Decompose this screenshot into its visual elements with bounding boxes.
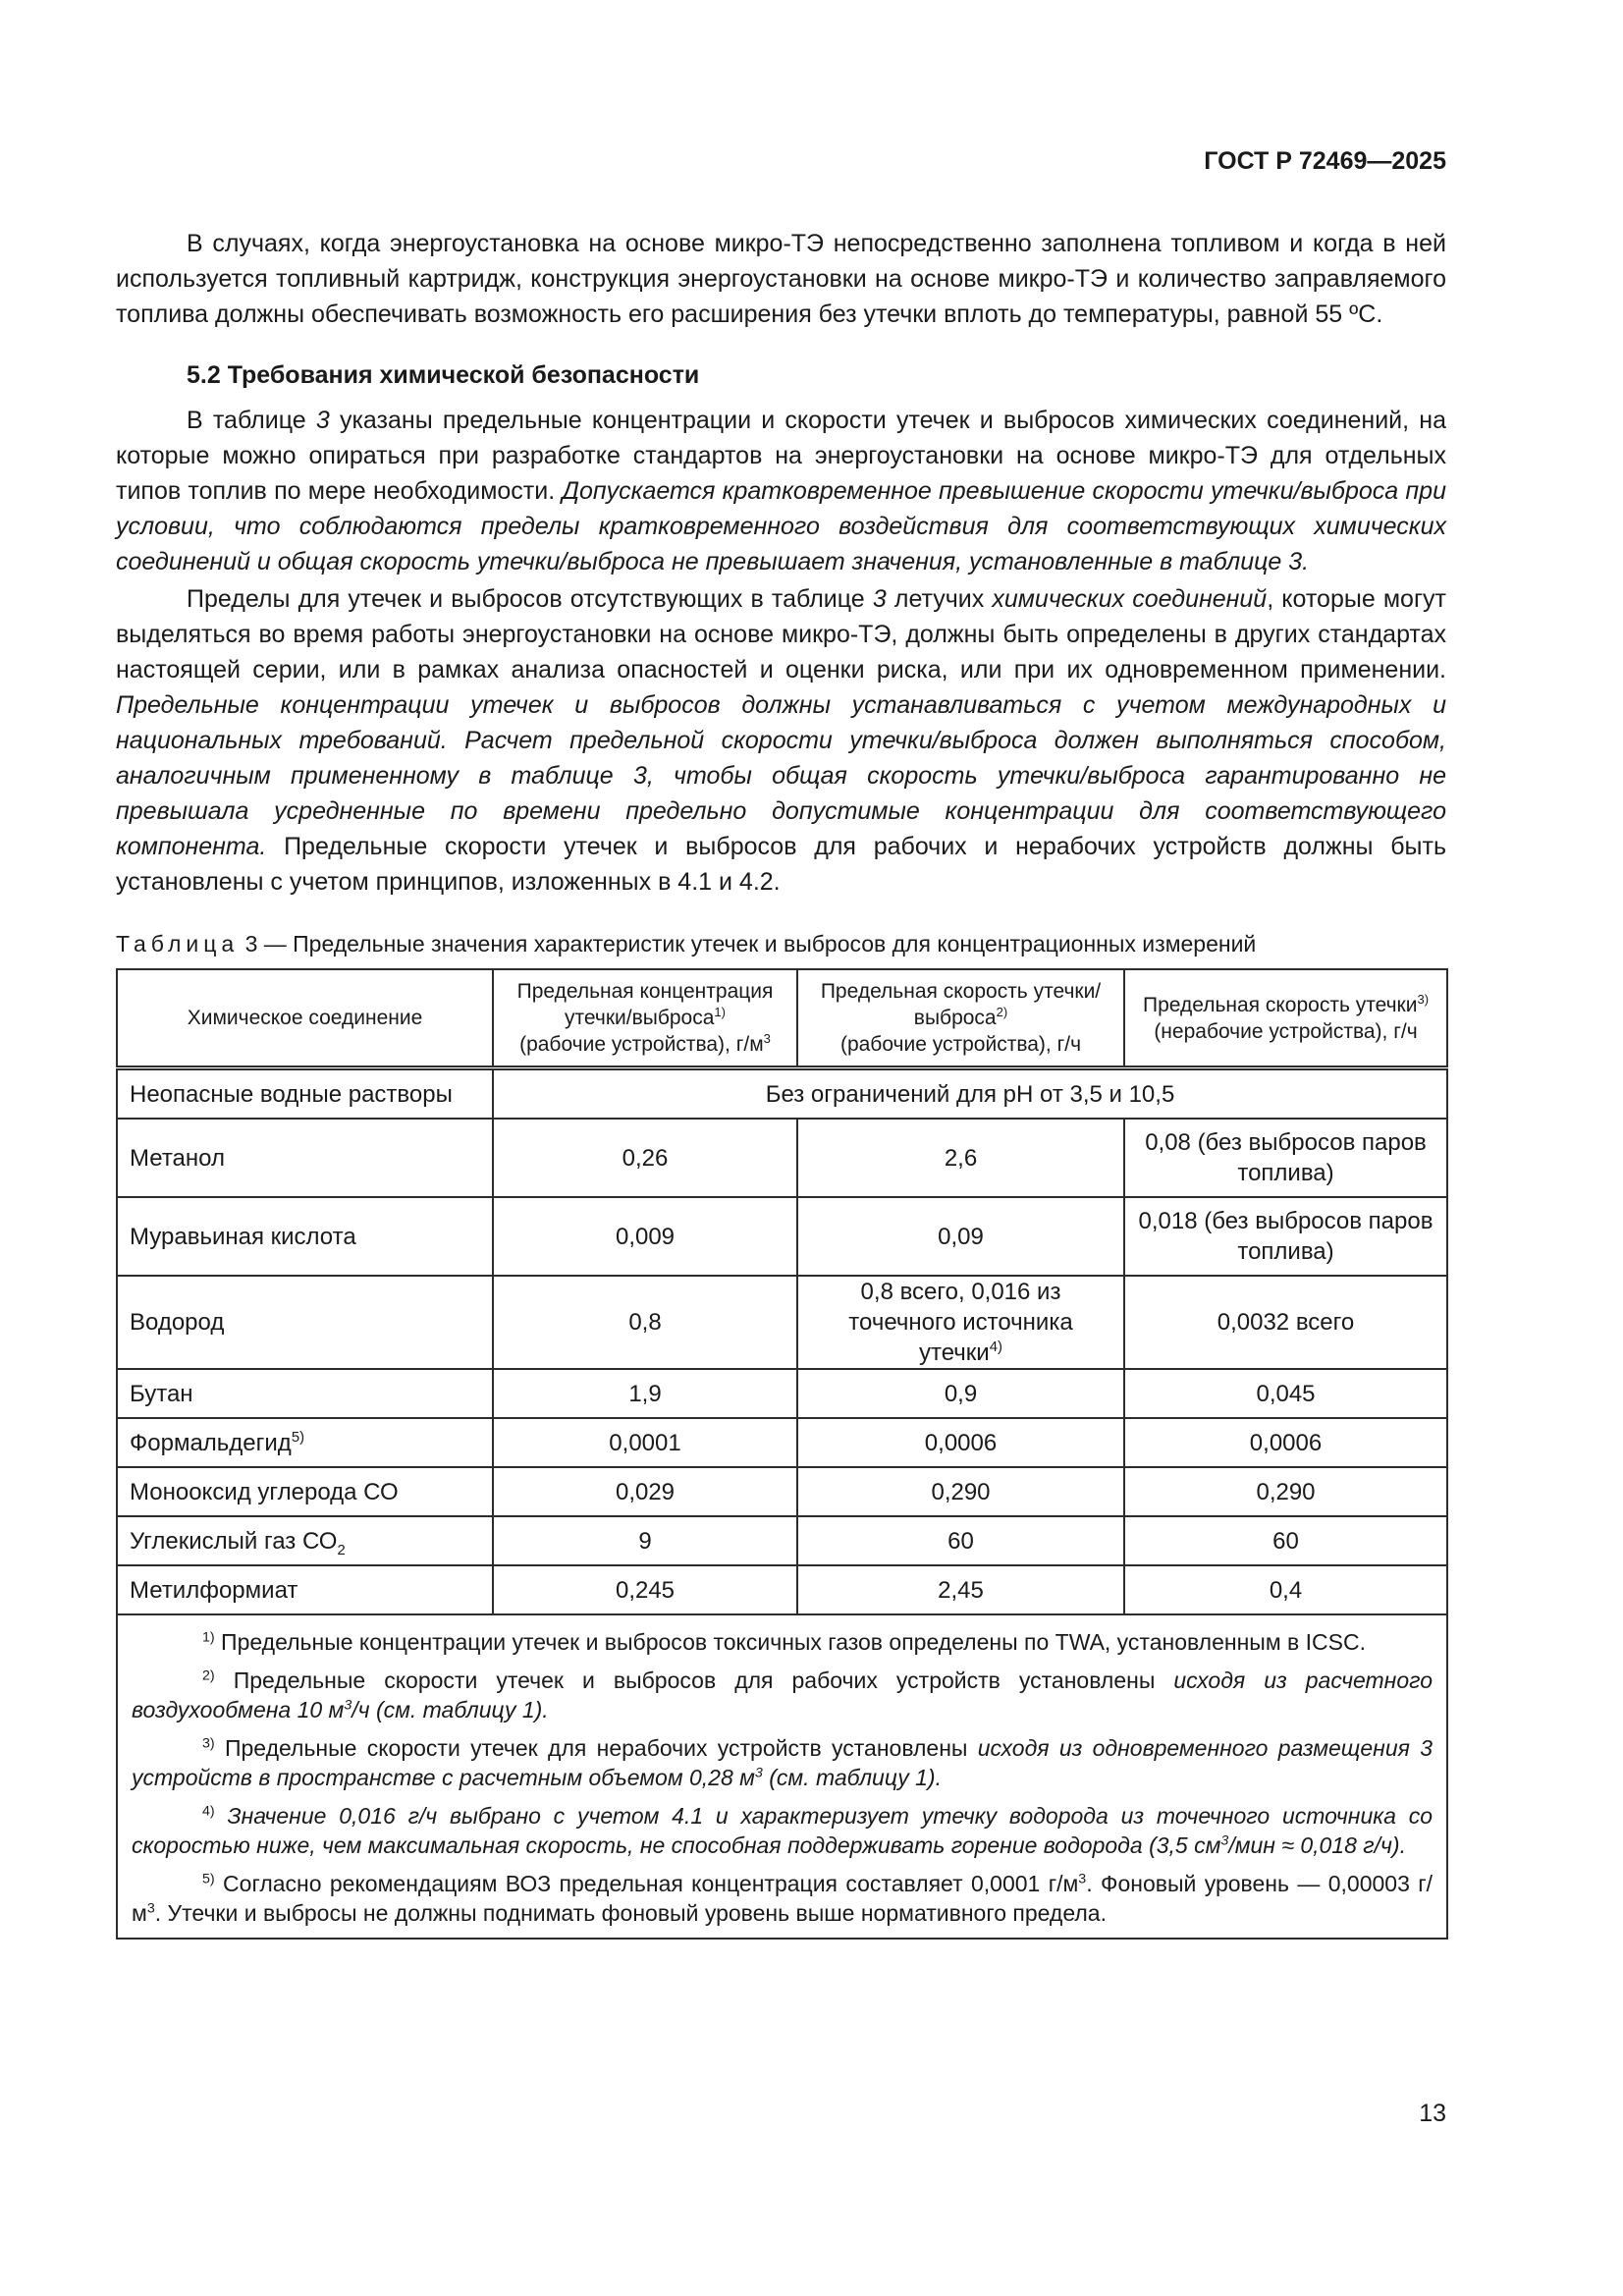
section-title: 5.2 Требования химической безопасности	[187, 361, 700, 389]
table-caption: Таблица 3 — Предельные значения характеристик утечек и выбросов для концентрационных измерений	[116, 931, 1257, 957]
merged-cell: Без ограничений для pH от 3,5 и 10,5	[493, 1068, 1447, 1120]
table-row	[117, 1418, 1447, 1467]
rate-nonoperating-cell: 0,08 (без выбросов паров топлива)	[1124, 1119, 1447, 1197]
compound-name: Метанол	[117, 1119, 493, 1197]
footnote-2: $^{2)}$ Предельные скорости утечек и выбросов для рабочих устройств установлены исходя из расчетного воздухообмена 10 $м^3/ч$ (см. таблицу 1).	[132, 1667, 1433, 1722]
concentration-cell: 0,0001	[493, 1418, 797, 1467]
compound-name: Неопасные водные растворы	[117, 1068, 493, 1120]
rate-operating-cell: 0,9	[797, 1369, 1124, 1418]
concentration-cell: 9	[493, 1516, 797, 1565]
rate-nonoperating-cell: 60	[1124, 1516, 1447, 1565]
rate-operating-cell: 2,45	[797, 1565, 1124, 1614]
page-body	[116, 226, 1446, 1940]
rate-operating-cell: 2,6	[797, 1119, 1124, 1197]
table-row	[117, 1119, 1447, 1197]
compound-name: Метилформиат	[117, 1565, 493, 1614]
rate-nonoperating-cell: 0,0006	[1124, 1418, 1447, 1467]
compound-name: Углекислый газ $СО_2$	[117, 1516, 493, 1565]
header-concentration: Предельная концентрация утечки/выброса$^{1)}$ (рабочие устройства), $г/м^3$	[493, 969, 797, 1068]
concentration-cell: 0,245	[493, 1565, 797, 1614]
table-row	[117, 1565, 1447, 1614]
rate-operating-cell: 0,290	[797, 1467, 1124, 1516]
compound-name: Формальдегид$^{5)}$	[117, 1418, 493, 1467]
footnote-4: $^{4)}$ Значение 0,016 г/ч выбрано с учетом 4.1 и характеризует утечку водорода из точечного источника со скоростью ниже, чем максимальная скорость, не способная поддерживать горение водорода (3,5 $см^3$/мин ≈ 0,018 г/ч).	[132, 1803, 1433, 1858]
table-notes-row	[117, 1614, 1447, 1939]
header-rate-nonoperating: Предельная скорость утечки$^{3)}$ (нерабочие устройства), г/ч	[1124, 969, 1447, 1068]
table-row	[117, 1068, 1447, 1120]
table-row	[117, 1197, 1447, 1276]
rate-nonoperating-cell: 0,045	[1124, 1369, 1447, 1418]
rate-nonoperating-cell: 0,4	[1124, 1565, 1447, 1614]
compound-name: Монооксид углерода СО	[117, 1467, 493, 1516]
table-row	[117, 1369, 1447, 1418]
header-rate-operating: Предельная скорость утечки/выброса$^{2)}$ (рабочие устройства), г/ч	[797, 969, 1124, 1068]
table-notes	[117, 1614, 1447, 1939]
footnote-3: $^{3)}$ Предельные скорости утечек для нерабочих устройств установлены исходя из одновременного размещения 3 устройств в пространстве с расчетным объемом 0,28 $м^3$ (см. таблицу 1).	[132, 1735, 1433, 1790]
document-number: ГОСТ Р 72469—2025	[1204, 147, 1446, 175]
concentration-cell: 0,26	[493, 1119, 797, 1197]
document-header	[116, 147, 1446, 176]
table-row	[117, 1516, 1447, 1565]
table-ref: 3	[315, 407, 330, 434]
header-compound: Химическое соединение	[117, 969, 493, 1068]
concentration-cell: 1,9	[493, 1369, 797, 1418]
compound-name: Водород	[117, 1276, 493, 1369]
rate-operating-cell: 0,8 всего, 0,016 из точечного источника утечки$^{4)}$	[797, 1276, 1124, 1369]
intro-paragraph: В случаях, когда энергоустановка на основе микро-ТЭ непосредственно заполнена топливом и когда в ней используется топливный картридж, конструкция энергоустановки на основе микро-ТЭ и количество заправляемого топлива должны обеспечивать возможность его расширения без утечки вплоть до температуры, равной 55 ºС.	[116, 230, 1446, 328]
table-row	[117, 1276, 1447, 1369]
concentration-cell: 0,8	[493, 1276, 797, 1369]
footnote-1: $^{1)}$ Предельные концентрации утечек и выбросов токсичных газов определены по TWA, установленным в ICSC.	[202, 1629, 1366, 1655]
section-paragraph-2: Пределы для утечек и выбросов отсутствующих в таблице 3 летучих химических соединений, которые могут выделяться во время работы энергоустановки на основе микро-ТЭ, должны быть определены в других стандартах настоящей серии, или в рамках анализа опасностей и оценки риска, или при их одновременном применении. Предельные концентрации утечек и выбросов должны устанавливаться с учетом международных и национальных требований. Расчет предельной скорости утечки/выброса должен выполняться способом, аналогичным примененному в таблице 3, чтобы общая скорость утечки/выброса гарантированно не превышала усредненные по времени предельно допустимые концентрации для соответствующего компонента. Предельные скорости утечек и выбросов для рабочих и нерабочих устройств должны быть установлены с учетом принципов, изложенных в 4.1 и 4.2.	[116, 585, 1447, 896]
page-number: 13	[1419, 2100, 1446, 2127]
table-ref: 3	[872, 585, 887, 613]
rate-nonoperating-cell: 0,0032 всего	[1124, 1276, 1447, 1369]
rate-operating-cell: 60	[797, 1516, 1124, 1565]
concentration-cell: 0,029	[493, 1467, 797, 1516]
concentration-cell: 0,009	[493, 1197, 797, 1276]
rate-operating-cell: 0,09	[797, 1197, 1124, 1276]
table-header-row	[117, 969, 1447, 1068]
compound-name: Бутан	[117, 1369, 493, 1418]
table-row	[117, 1467, 1447, 1516]
rate-operating-cell: 0,0006	[797, 1418, 1124, 1467]
limits-table	[116, 968, 1448, 1940]
footnote-5: $^{5)}$ Согласно рекомендациям ВОЗ предельная концентрация составляет 0,0001 $г/м^3$. Фоновый уровень — 0,00003 $г/м^3$. Утечки и выбросы не должны поднимать фоновый уровень выше нормативного предела.	[132, 1871, 1434, 1926]
compound-name: Муравьиная кислота	[117, 1197, 493, 1276]
rate-nonoperating-cell: 0,018 (без выбросов паров топлива)	[1124, 1197, 1447, 1276]
rate-nonoperating-cell: 0,290	[1124, 1467, 1447, 1516]
section-paragraph-1: В таблице 3 указаны предельные концентрации и скорости утечек и выбросов химических соединений, на которые можно опираться при разработке стандартов на энергоустановки на основе микро-ТЭ для отдельных типов топлив по мере необходимости. Допускается кратковременное превышение скорости утечки/выброса при условии, что соблюдаются пределы кратковременного воздействия для соответствующих химических соединений и общая скорость утечки/выброса не превышает значения, установленные в таблице 3.	[116, 407, 1446, 575]
